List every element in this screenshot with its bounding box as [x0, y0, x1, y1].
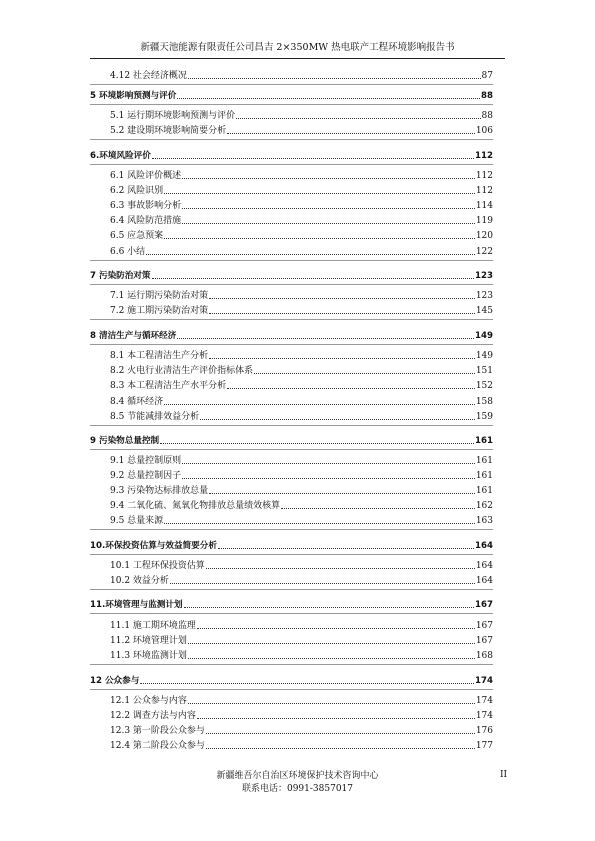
section-divider [90, 589, 493, 590]
toc-section-entry[interactable] [90, 108, 493, 122]
toc-section-entry[interactable] [90, 453, 493, 467]
dot-leader [170, 583, 475, 584]
toc-entry-title: 11.3 环境监测计划 [110, 651, 187, 661]
dot-leader [206, 733, 475, 734]
dot-leader [254, 373, 475, 374]
toc-entry-title: 7.1 运行期污染防治对策 [110, 291, 209, 301]
toc-entry-title: 10.1 工程环保投资估算 [110, 561, 205, 571]
section-divider [90, 344, 493, 345]
section-divider [90, 139, 493, 140]
toc-entry-title: 9.2 总量控制因子 [110, 471, 182, 481]
toc-entry-title: 9.3 污染物达标排放总量 [110, 486, 209, 496]
dot-leader [152, 278, 475, 279]
toc-section-entry[interactable] [90, 618, 493, 632]
toc-section-entry[interactable] [90, 633, 493, 647]
dot-leader [146, 254, 475, 255]
toc-entry-title: 12.4 第二阶段公众参与 [110, 741, 205, 751]
toc-section-entry[interactable] [90, 244, 493, 258]
toc-entry-page: 145 [475, 306, 493, 316]
dot-leader [164, 238, 475, 239]
toc-entry-title: 5.2 建设期环境影响简要分析 [110, 126, 227, 136]
toc-entry-page: 174 [475, 696, 493, 706]
toc-entry-page: 163 [475, 516, 493, 526]
dot-leader [184, 607, 474, 608]
toc-section-entry[interactable] [90, 228, 493, 242]
toc-entry-title: 9.4 二氧化硫、氮氧化物排放总量绩效核算 [110, 501, 281, 511]
toc-section-entry[interactable] [90, 348, 493, 362]
toc-entry-title: 9.1 总量控制原则 [110, 456, 182, 466]
section-divider [90, 425, 493, 426]
toc-chapter-entry[interactable] [90, 433, 493, 447]
toc-entry-title: 5.1 运行期环境影响预测与评价 [110, 111, 236, 121]
toc-entry-title: 4.12 社会经济概况 [110, 71, 187, 81]
dot-leader [188, 703, 475, 704]
toc-entry-title: 6.5 应急预案 [110, 231, 164, 241]
toc-entry-page: 114 [475, 201, 493, 211]
toc-section-entry[interactable] [90, 409, 493, 423]
dot-leader [188, 643, 475, 644]
toc-entry-page: 161 [475, 486, 493, 496]
toc-chapter-entry[interactable] [90, 597, 493, 611]
toc-section-entry[interactable] [90, 708, 493, 722]
dot-leader [152, 158, 474, 159]
toc-entry-page: 174 [475, 676, 493, 686]
section-divider [90, 554, 493, 555]
toc-section-entry[interactable] [90, 213, 493, 227]
footer-organization: 新疆维吾尔自治区环境保护技术咨询中心 [216, 771, 379, 781]
dot-leader [164, 523, 475, 524]
toc-entry-title: 12.3 第一阶段公众参与 [110, 726, 205, 736]
toc-entry-page: 112 [475, 171, 493, 181]
dot-leader [227, 388, 475, 389]
dot-leader [140, 683, 474, 684]
toc-entry-page: 167 [475, 621, 493, 631]
toc-section-entry[interactable] [90, 168, 493, 182]
toc-entry-page: 161 [475, 471, 493, 481]
toc-entry-page: 123 [475, 271, 493, 281]
toc-section-entry[interactable] [90, 303, 493, 317]
toc-entry-page: 159 [475, 412, 493, 422]
toc-entry-page: 174 [475, 711, 493, 721]
toc-entry-page: 123 [475, 291, 493, 301]
toc-entry-page: 167 [475, 600, 493, 610]
toc-entry-title: 9.5 总量来源 [110, 516, 164, 526]
toc-entry-title: 12 公众参与 [90, 676, 140, 686]
toc-chapter-entry[interactable] [90, 148, 493, 162]
dot-leader [197, 718, 475, 719]
toc-entry-page: 87 [481, 71, 493, 81]
toc-entry-page: 149 [475, 351, 493, 361]
dot-leader [182, 478, 475, 479]
toc-section-entry[interactable] [90, 394, 493, 408]
toc-section-entry[interactable] [90, 738, 493, 752]
toc-entry-title: 8.3 本工程清洁生产水平分析 [110, 381, 227, 391]
dot-leader [177, 338, 474, 339]
toc-entry-page: 164 [475, 561, 493, 571]
toc-section-entry[interactable] [90, 363, 493, 377]
toc-section-entry[interactable] [90, 483, 493, 497]
section-divider [90, 664, 493, 665]
dot-leader [236, 118, 480, 119]
toc-entry-title: 7 污染防治对策 [90, 271, 151, 281]
toc-entry-page: 152 [475, 381, 493, 391]
section-divider [90, 164, 493, 165]
toc-section-entry[interactable] [90, 183, 493, 197]
toc-entry-page: 176 [475, 726, 493, 736]
header-title: 新疆天池能源有限责任公司昌吉 2×350MW 热电联产工程环境影响报告书 [140, 42, 455, 53]
toc-entry-page: 149 [475, 331, 493, 341]
toc-entry-page: 161 [475, 456, 493, 466]
toc-entry-page: 167 [475, 636, 493, 646]
dot-leader [164, 193, 475, 194]
toc-section-entry[interactable] [90, 693, 493, 707]
toc-entry-title: 8 清洁生产与循环经济 [90, 331, 177, 341]
toc-entry-title: 8.4 循环经济 [110, 397, 164, 407]
toc-entry-title: 6.3 事故影响分析 [110, 201, 182, 211]
toc-section-entry[interactable] [90, 198, 493, 212]
dot-leader [200, 419, 475, 420]
toc-entry-title: 12.2 调查方法与内容 [110, 711, 196, 721]
toc-chapter-entry[interactable] [90, 673, 493, 687]
dot-leader [182, 178, 475, 179]
toc-entry-title: 6.2 风险识别 [110, 186, 164, 196]
dot-leader [182, 223, 475, 224]
toc-entry-title: 5 环境影响预测与评价 [90, 91, 177, 101]
toc-entry-page: 112 [475, 151, 493, 161]
toc-entry-title: 12.1 公众参与内容 [110, 696, 187, 706]
toc-entry-title: 7.2 施工期污染防治对策 [110, 306, 209, 316]
section-divider [90, 449, 493, 450]
section-divider [90, 529, 493, 530]
toc-section-entry[interactable] [90, 648, 493, 662]
dot-leader [160, 443, 474, 444]
section-divider [90, 104, 493, 105]
toc-entry-title: 6.环境风险评价 [90, 151, 151, 161]
dot-leader [209, 358, 475, 359]
toc-entry-title: 10.2 效益分析 [110, 576, 169, 586]
toc-entry-page: 164 [475, 541, 493, 551]
toc-chapter-entry[interactable] [90, 328, 493, 342]
toc-entry-title: 8.1 本工程清洁生产分析 [110, 351, 209, 361]
section-divider [90, 689, 493, 690]
section-divider [90, 84, 493, 85]
dot-leader [218, 548, 474, 549]
section-divider [90, 260, 493, 261]
dot-leader [206, 568, 475, 569]
dot-leader [164, 404, 475, 405]
toc-entry-title: 8.5 节能减排效益分析 [110, 412, 200, 422]
dot-leader [281, 508, 475, 509]
toc-entry-page: 88 [481, 111, 493, 121]
toc-section-entry[interactable] [90, 468, 493, 482]
toc-section-entry[interactable] [90, 558, 493, 572]
dot-leader [209, 493, 475, 494]
toc-chapter-entry[interactable] [90, 268, 493, 282]
toc-entry-page: 158 [475, 397, 493, 407]
toc-entry-page: 119 [475, 216, 493, 226]
toc-chapter-entry[interactable] [90, 88, 493, 102]
dot-leader [227, 133, 475, 134]
dot-leader [177, 98, 480, 99]
toc-entry-title: 8.2 火电行业清洁生产评价指标体系 [110, 366, 254, 376]
toc-entry-page: 88 [481, 91, 493, 101]
dot-leader [197, 628, 475, 629]
toc-entry-page: 168 [475, 651, 493, 661]
toc-section-entry[interactable] [90, 123, 493, 137]
toc-section-entry[interactable] [90, 498, 493, 512]
toc-entry-page: 112 [475, 186, 493, 196]
dot-leader [206, 748, 475, 749]
toc-entry-title: 10.环保投资估算与效益简要分析 [90, 541, 217, 551]
toc-chapter-entry[interactable] [90, 538, 493, 552]
toc-entry-page: 162 [475, 501, 493, 511]
page-number: II [500, 770, 508, 780]
section-divider [90, 284, 493, 285]
dot-leader [188, 78, 481, 79]
dot-leader [188, 658, 475, 659]
dot-leader [182, 208, 475, 209]
toc-entry-title: 11.环境管理与监测计划 [90, 600, 183, 610]
toc-entry-page: 177 [475, 741, 493, 751]
toc-entry-page: 151 [475, 366, 493, 376]
toc-entry-title: 11.1 施工期环境监理 [110, 621, 196, 631]
dot-leader [209, 298, 475, 299]
dot-leader [182, 463, 475, 464]
section-divider [90, 319, 493, 320]
toc-section-entry[interactable] [90, 378, 493, 392]
toc-section-entry[interactable] [90, 573, 493, 587]
toc-entry-page: 106 [475, 126, 493, 136]
footer-phone: 联系电话：0991-3857017 [241, 784, 354, 794]
toc-section-entry[interactable] [90, 723, 493, 737]
toc-entry-title: 6.1 风险评价概述 [110, 171, 182, 181]
toc-entry-title: 11.2 环境管理计划 [110, 636, 187, 646]
toc-entry-title: 9 污染物总量控制 [90, 436, 160, 446]
toc-entry-title: 6.4 风险防范措施 [110, 216, 182, 226]
toc-entry-page: 122 [475, 247, 493, 257]
section-divider [90, 613, 493, 614]
toc-entry-page: 120 [475, 231, 493, 241]
toc-section-entry[interactable] [90, 288, 493, 302]
toc-section-entry[interactable] [90, 513, 493, 527]
toc-section-entry[interactable] [90, 68, 493, 82]
page-header [90, 40, 505, 59]
dot-leader [209, 313, 475, 314]
toc-entry-page: 161 [475, 436, 493, 446]
toc-entry-page: 164 [475, 576, 493, 586]
toc-entry-title: 6.6 小结 [110, 247, 146, 257]
